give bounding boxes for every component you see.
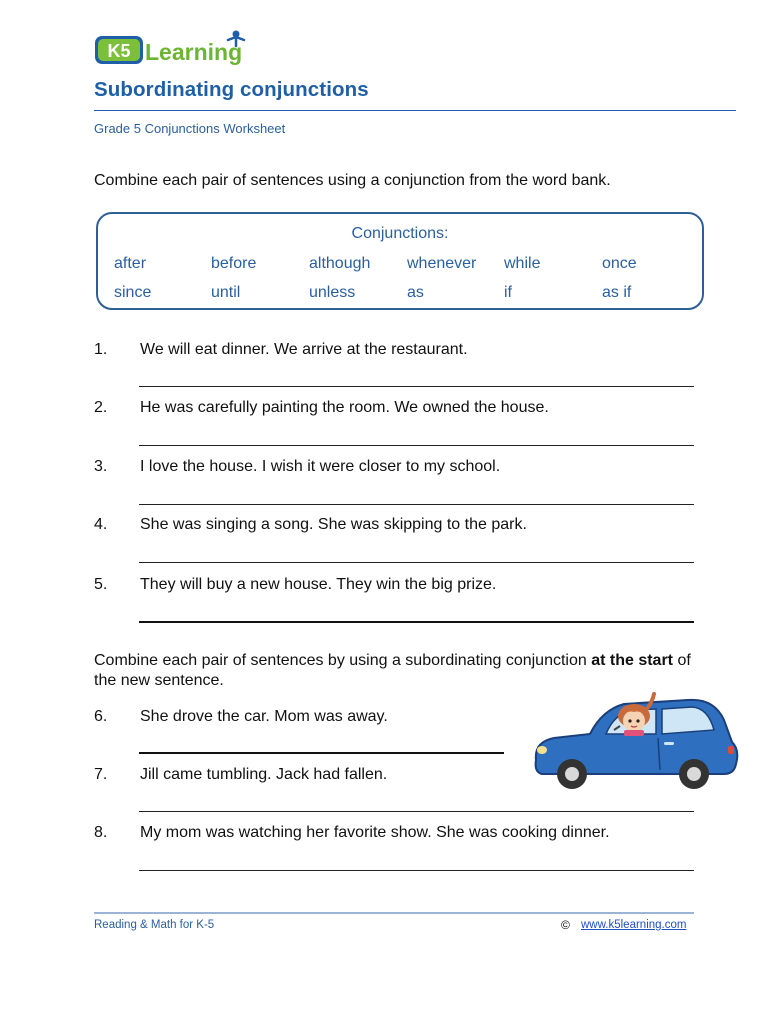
question-text: She was singing a song. She was skipping to the park. bbox=[140, 516, 527, 533]
answer-line[interactable] bbox=[139, 811, 694, 812]
question-text: He was carefully painting the room. We owned the house. bbox=[140, 399, 549, 416]
question-number: 3. bbox=[94, 458, 108, 475]
word-bank-word: until bbox=[211, 284, 241, 301]
instruction-1: Combine each pair of sentences using a conjunction from the word bank. bbox=[94, 172, 611, 189]
copyright-symbol: © bbox=[561, 918, 570, 932]
instruction-2-text-end: of the new sentence. bbox=[94, 652, 691, 689]
word-bank-word: as bbox=[407, 284, 424, 301]
word-bank-title: Conjunctions: bbox=[351, 225, 449, 242]
page-title: Subordinating conjunctions bbox=[94, 78, 369, 101]
k5-learning-logo bbox=[95, 28, 265, 68]
word-bank-word: after bbox=[114, 255, 147, 272]
logo-k5-text: K5 bbox=[107, 41, 131, 61]
title-divider bbox=[94, 110, 736, 111]
answer-line[interactable] bbox=[139, 386, 694, 387]
word-bank-word: while bbox=[504, 255, 541, 272]
answer-line[interactable] bbox=[139, 752, 504, 754]
question-number: 6. bbox=[94, 708, 108, 725]
answer-line[interactable] bbox=[139, 621, 694, 623]
question-number: 4. bbox=[94, 516, 108, 533]
word-bank-word: if bbox=[504, 284, 512, 301]
question-text: Jill came tumbling. Jack had fallen. bbox=[140, 766, 388, 783]
page-subtitle: Grade 5 Conjunctions Worksheet bbox=[94, 121, 286, 136]
word-bank-word: since bbox=[114, 284, 152, 301]
car-illustration bbox=[528, 690, 743, 795]
question-number: 8. bbox=[94, 824, 108, 841]
footer-tagline: Reading & Math for K-5 bbox=[94, 919, 215, 931]
instruction-2-bold: at the start bbox=[591, 652, 673, 669]
question-text: We will eat dinner. We arrive at the restaurant. bbox=[140, 341, 468, 358]
logo-learning-text: Learning bbox=[145, 39, 243, 65]
footer-website-link[interactable]: www.k5learning.com bbox=[581, 919, 687, 931]
word-bank-word: although bbox=[309, 255, 371, 272]
question-text: My mom was watching her favorite show. She was cooking dinner. bbox=[140, 824, 610, 841]
word-bank-word: once bbox=[602, 255, 637, 272]
question-number: 7. bbox=[94, 766, 108, 783]
word-bank bbox=[96, 212, 704, 310]
question-text: I love the house. I wish it were closer to my school. bbox=[140, 458, 501, 475]
word-bank-word: as if bbox=[602, 284, 632, 301]
answer-line[interactable] bbox=[139, 870, 694, 871]
instruction-2-text: Combine each pair of sentences by using a subordinating conjunction bbox=[94, 652, 592, 669]
footer-divider bbox=[94, 912, 694, 914]
question-number: 5. bbox=[94, 576, 108, 593]
instruction-2 bbox=[94, 651, 694, 691]
question-number: 1. bbox=[94, 341, 108, 358]
question-text: They will buy a new house. They win the big prize. bbox=[140, 576, 497, 593]
answer-line[interactable] bbox=[139, 504, 694, 505]
answer-line[interactable] bbox=[139, 562, 694, 563]
word-bank-word: unless bbox=[309, 284, 356, 301]
word-bank-word: whenever bbox=[407, 255, 477, 272]
question-text: She drove the car. Mom was away. bbox=[140, 708, 388, 725]
word-bank-word: before bbox=[211, 255, 257, 272]
question-number: 2. bbox=[94, 399, 108, 416]
answer-line[interactable] bbox=[139, 445, 694, 446]
